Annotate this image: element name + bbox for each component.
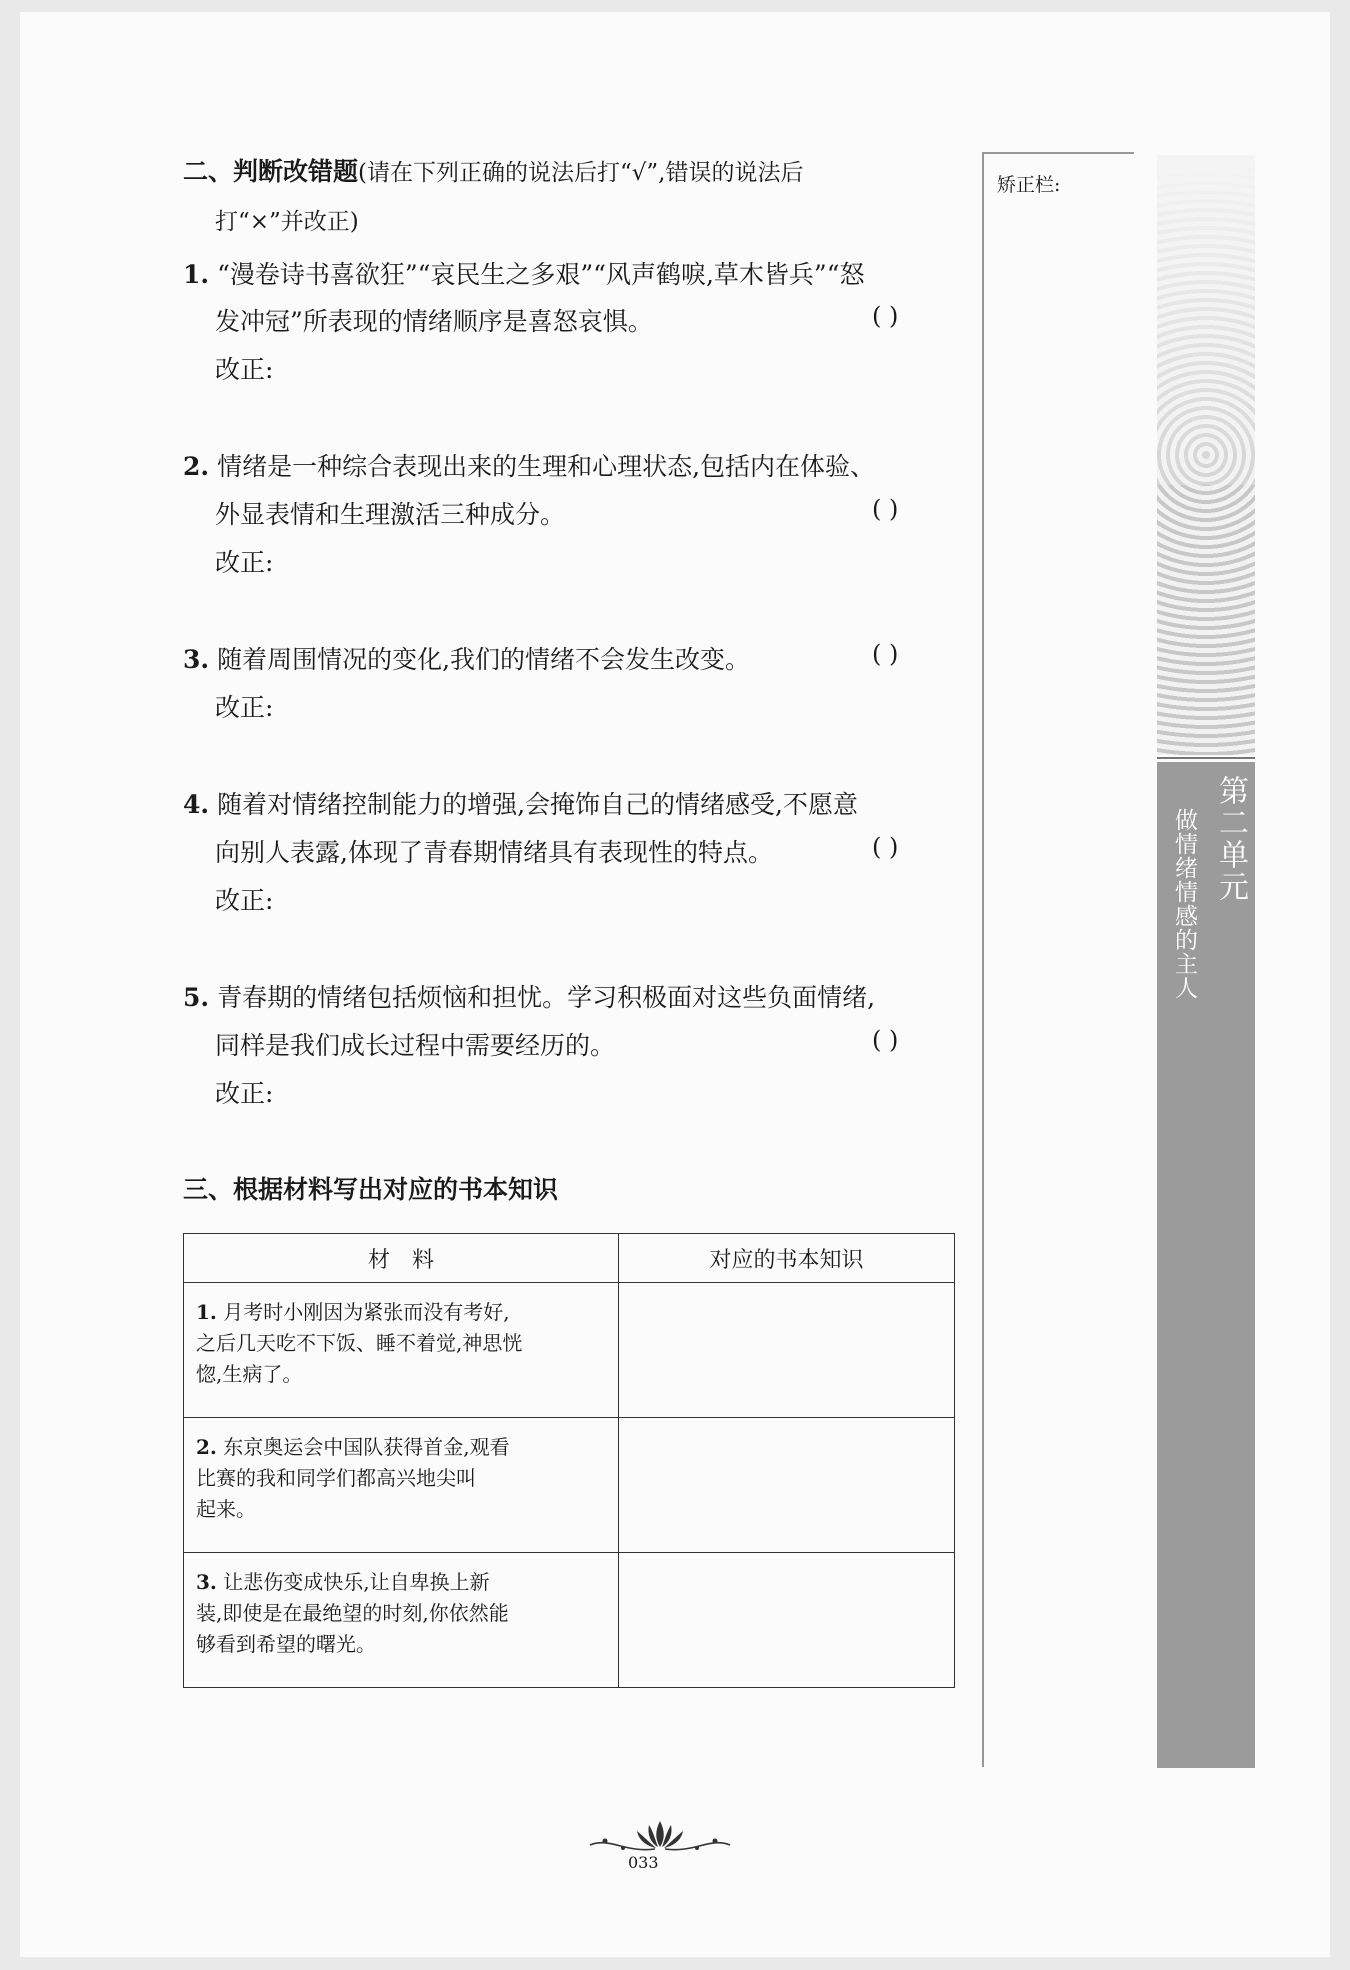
- correction-4[interactable]: 改正:: [215, 886, 274, 915]
- question-5-line2: 同样是我们成长过程中需要经历的。: [215, 1031, 616, 1060]
- table-row: [184, 1418, 955, 1553]
- question-4: 4. 随着对情绪控制能力的增强,会掩饰自己的情绪感受,不愿意: [183, 790, 858, 819]
- col-knowledge: 对应的书本知识: [619, 1234, 955, 1283]
- knowledge-answer-cell[interactable]: [619, 1553, 955, 1688]
- correction-column-rule: [982, 152, 984, 1767]
- unit-title: 第二单元: [1213, 775, 1248, 903]
- material-table: [183, 1233, 955, 1688]
- section-2-note-1: (请在下列正确的说法后打“√”,错误的说法后: [358, 160, 804, 186]
- question-3: 3. 随着周围情况的变化,我们的情绪不会发生改变。: [183, 645, 751, 674]
- correction-column-label: 矫正栏:: [997, 174, 1061, 196]
- question-5: 5. 青春期的情绪包括烦恼和担忧。学习积极面对这些负面情绪,: [183, 983, 876, 1012]
- answer-blank-3[interactable]: ( ): [872, 640, 899, 668]
- answer-blank-4[interactable]: ( ): [872, 833, 899, 861]
- answer-blank-1[interactable]: ( ): [872, 302, 899, 330]
- question-4-line2: 向别人表露,体现了青春期情绪具有表现性的特点。: [215, 838, 773, 867]
- material-cell: 3. 让悲伤变成快乐,让自卑换上新 装,即使是在最绝望的时刻,你依然能 够看到希望的曙光。: [184, 1553, 619, 1688]
- question-2: 2. 情绪是一种综合表现出来的生理和心理状态,包括内在体验、: [183, 452, 876, 481]
- side-divider: [1157, 757, 1255, 759]
- knowledge-answer-cell[interactable]: [619, 1418, 955, 1553]
- col-material: 材 料: [184, 1234, 619, 1283]
- section-2-note-2: 打“×”并改正): [215, 209, 359, 235]
- knowledge-answer-cell[interactable]: [619, 1283, 955, 1418]
- section-3-title: 三、根据材料写出对应的书本知识: [183, 1175, 559, 1204]
- correction-3[interactable]: 改正:: [215, 693, 274, 722]
- correction-2[interactable]: 改正:: [215, 548, 274, 577]
- correction-column-top-rule: [982, 152, 1134, 154]
- unit-subtitle: 做情绪情感的主人: [1171, 808, 1197, 1000]
- decorative-fade: [1157, 155, 1255, 485]
- question-1: 1. “漫卷诗书喜欲狂”“哀民生之多艰”“风声鹤唳,草木皆兵”“怒: [183, 260, 865, 289]
- correction-5[interactable]: 改正:: [215, 1079, 274, 1108]
- answer-blank-2[interactable]: ( ): [872, 495, 899, 523]
- correction-1[interactable]: 改正:: [215, 355, 274, 384]
- table-row: [184, 1553, 955, 1688]
- section-2-title: 二、判断改错题: [183, 157, 359, 186]
- question-1-line2: 发冲冠”所表现的情绪顺序是喜怒哀惧。: [215, 307, 653, 336]
- material-cell: 2. 东京奥运会中国队获得首金,观看 比赛的我和同学们都高兴地尖叫 起来。: [184, 1418, 619, 1553]
- section-2-heading: [183, 152, 803, 188]
- table-row: [184, 1283, 955, 1418]
- answer-blank-5[interactable]: ( ): [872, 1026, 899, 1054]
- flourish-ornament-icon: [585, 1815, 735, 1855]
- question-2-line2: 外显表情和生理激活三种成分。: [215, 500, 566, 529]
- page-number: 033: [628, 1853, 659, 1872]
- material-cell: 1. 月考时小刚因为紧张而没有考好, 之后几天吃不下饭、睡不着觉,神思恍 惚,生病了。: [184, 1283, 619, 1418]
